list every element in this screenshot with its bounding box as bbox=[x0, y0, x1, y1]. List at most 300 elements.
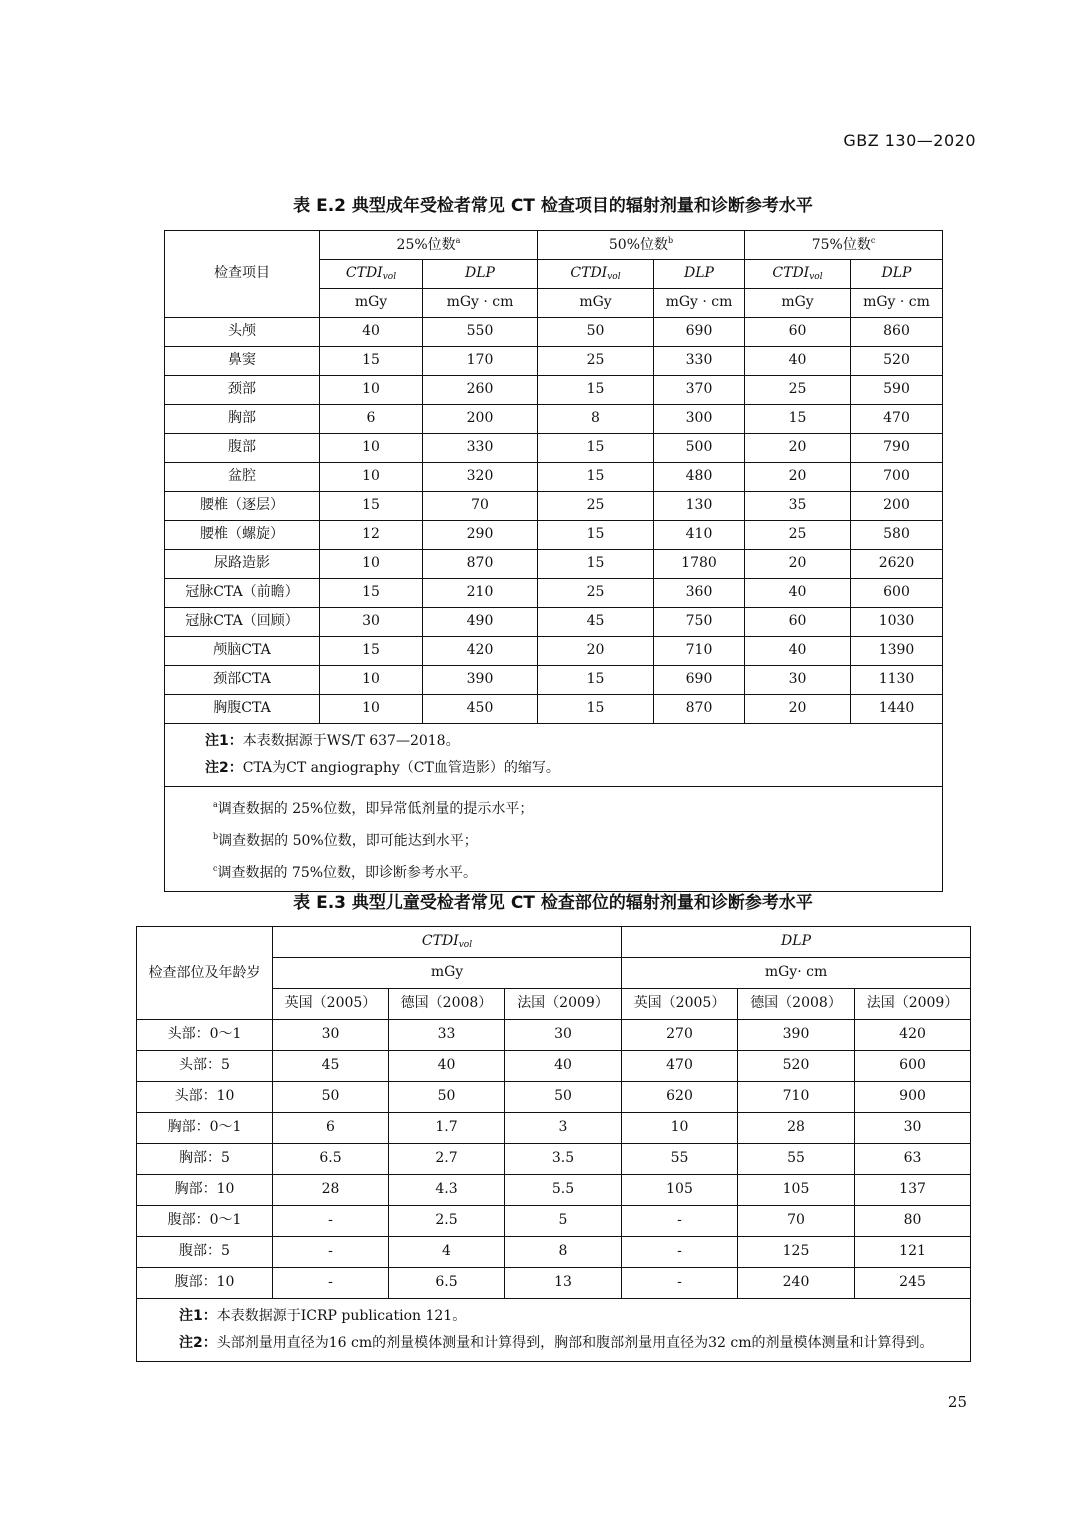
unit-mgy: mGy bbox=[781, 294, 814, 311]
value-cell bbox=[273, 1144, 389, 1175]
value-cell bbox=[273, 1175, 389, 1206]
row-item bbox=[165, 434, 320, 463]
table-row bbox=[165, 463, 943, 492]
dose-value: 15 bbox=[362, 352, 380, 369]
row-item bbox=[165, 492, 320, 521]
dlp-unit bbox=[654, 289, 745, 318]
row-item bbox=[137, 1237, 273, 1268]
table-row bbox=[137, 1144, 971, 1175]
value-cell bbox=[745, 376, 851, 405]
table-footnotes bbox=[165, 787, 943, 892]
value-cell bbox=[505, 1237, 622, 1268]
value-cell bbox=[654, 434, 745, 463]
dose-value: 55 bbox=[670, 1150, 689, 1167]
value-cell bbox=[738, 1175, 855, 1206]
dose-value: 20 bbox=[788, 439, 807, 456]
value-cell bbox=[654, 521, 745, 550]
dose-value: 30 bbox=[321, 1026, 340, 1043]
dose-value: 5.5 bbox=[551, 1181, 575, 1198]
footnote-line bbox=[213, 855, 942, 887]
value-cell bbox=[389, 1020, 505, 1051]
body-part-age: 腹部：0～1 bbox=[167, 1212, 242, 1229]
footnote-line bbox=[213, 823, 942, 855]
exam-item: 鼻窦 bbox=[228, 352, 256, 369]
value-cell bbox=[423, 695, 538, 724]
value-cell bbox=[320, 434, 423, 463]
dose-value: 2620 bbox=[878, 555, 915, 572]
value-cell bbox=[389, 1237, 505, 1268]
value-cell bbox=[273, 1206, 389, 1237]
dose-value: 137 bbox=[899, 1181, 926, 1198]
dose-value: 10 bbox=[670, 1119, 689, 1136]
country-year: 法国（2009） bbox=[866, 995, 959, 1012]
row-item bbox=[165, 579, 320, 608]
unit-mgy-cm: mGy· cm bbox=[764, 964, 828, 981]
value-cell bbox=[423, 347, 538, 376]
ctdi-subscript: vol bbox=[809, 271, 823, 282]
footnote-mark: a bbox=[213, 800, 218, 809]
dose-value: 25 bbox=[586, 352, 605, 369]
value-cell bbox=[622, 1175, 738, 1206]
dose-value: 15 bbox=[586, 381, 605, 398]
dose-value: 1030 bbox=[878, 613, 915, 630]
note-label: 注1： bbox=[179, 1308, 217, 1324]
unit-mgy-cm: mGy · cm bbox=[665, 294, 733, 311]
value-cell bbox=[851, 405, 943, 434]
dose-value: 390 bbox=[466, 671, 494, 688]
dose-value: 450 bbox=[466, 700, 494, 717]
dose-value: 20 bbox=[586, 642, 605, 659]
country-year: 英国（2005） bbox=[284, 995, 377, 1012]
value-cell bbox=[855, 1113, 971, 1144]
value-cell bbox=[851, 695, 943, 724]
value-cell bbox=[851, 318, 943, 347]
value-cell bbox=[320, 550, 423, 579]
unit-mgy: mGy bbox=[354, 294, 388, 311]
adult-ct-dose-table bbox=[164, 230, 943, 892]
value-cell bbox=[538, 579, 654, 608]
dose-value: 550 bbox=[466, 323, 494, 340]
dose-value: 590 bbox=[883, 381, 910, 398]
value-cell bbox=[320, 521, 423, 550]
dose-value: 710 bbox=[782, 1088, 810, 1105]
footnote-text: 调查数据的 75%位数，即诊断参考水平。 bbox=[217, 865, 478, 881]
footnote-mark: b bbox=[213, 832, 219, 841]
row-item bbox=[165, 695, 320, 724]
value-cell bbox=[855, 1144, 971, 1175]
dose-value: 45 bbox=[586, 613, 605, 630]
dose-value: 30 bbox=[788, 671, 807, 688]
dlp-unit bbox=[851, 289, 943, 318]
exam-item: 冠脉CTA（前瞻） bbox=[185, 584, 299, 601]
dose-value: 105 bbox=[782, 1181, 810, 1198]
table-notes bbox=[165, 724, 943, 787]
table-row bbox=[165, 550, 943, 579]
dose-value: 55 bbox=[787, 1150, 805, 1167]
row-item bbox=[165, 637, 320, 666]
dose-value: - bbox=[677, 1274, 682, 1291]
value-cell bbox=[423, 434, 538, 463]
dose-value: 130 bbox=[685, 497, 713, 514]
note-line bbox=[205, 728, 942, 755]
note-label: 注1： bbox=[205, 733, 243, 749]
table-row bbox=[165, 434, 943, 463]
dose-value: 15 bbox=[788, 410, 807, 427]
table-row bbox=[165, 347, 943, 376]
row-item bbox=[165, 376, 320, 405]
country-header bbox=[622, 989, 738, 1020]
dose-value: - bbox=[328, 1274, 333, 1291]
dose-value: 50 bbox=[586, 323, 605, 340]
ctdi-col-header bbox=[745, 260, 851, 289]
dose-value: 70 bbox=[787, 1212, 805, 1229]
value-cell bbox=[738, 1237, 855, 1268]
dose-value: 200 bbox=[883, 497, 910, 514]
value-cell bbox=[745, 579, 851, 608]
value-cell bbox=[738, 1268, 855, 1299]
country-header bbox=[273, 989, 389, 1020]
value-cell bbox=[738, 1051, 855, 1082]
value-cell bbox=[538, 521, 654, 550]
ctdi-unit bbox=[320, 289, 423, 318]
dose-value: 10 bbox=[362, 700, 380, 717]
exam-item: 胸部 bbox=[228, 410, 256, 427]
value-cell bbox=[320, 579, 423, 608]
dose-value: 45 bbox=[321, 1057, 340, 1074]
value-cell bbox=[738, 1082, 855, 1113]
body-part-age: 头部：10 bbox=[174, 1088, 235, 1105]
dose-value: 63 bbox=[903, 1150, 922, 1167]
dose-value: 330 bbox=[466, 439, 494, 456]
percentile-label: 50%位数 bbox=[608, 236, 668, 253]
dose-value: 300 bbox=[685, 410, 713, 427]
dose-value: 8 bbox=[591, 410, 600, 427]
value-cell bbox=[654, 376, 745, 405]
table-row bbox=[165, 637, 943, 666]
dose-value: 10 bbox=[362, 468, 380, 485]
value-cell bbox=[320, 492, 423, 521]
dose-value: 28 bbox=[787, 1119, 805, 1136]
row-item bbox=[165, 347, 320, 376]
note-line bbox=[205, 755, 942, 782]
value-cell bbox=[745, 318, 851, 347]
value-cell bbox=[745, 405, 851, 434]
exam-item: 腰椎（螺旋） bbox=[200, 526, 284, 543]
dose-value: 170 bbox=[466, 352, 494, 369]
value-cell bbox=[654, 550, 745, 579]
value-cell bbox=[745, 463, 851, 492]
dose-value: 15 bbox=[362, 584, 380, 601]
body-part-age: 头部：0～1 bbox=[167, 1026, 242, 1043]
dose-value: 25 bbox=[788, 526, 807, 543]
row-item bbox=[165, 521, 320, 550]
table-row bbox=[137, 1268, 971, 1299]
value-cell bbox=[851, 550, 943, 579]
value-cell bbox=[273, 1051, 389, 1082]
ctdi-group-header bbox=[273, 927, 622, 958]
dose-value: 2.5 bbox=[435, 1212, 458, 1229]
dose-value: 20 bbox=[788, 700, 807, 717]
dose-value: 20 bbox=[788, 468, 807, 485]
value-cell bbox=[622, 1020, 738, 1051]
dose-value: 125 bbox=[782, 1243, 810, 1260]
ctdi-subscript: vol bbox=[458, 939, 473, 950]
dose-value: 121 bbox=[899, 1243, 926, 1260]
page-number: 25 bbox=[947, 1393, 967, 1411]
dose-value: 410 bbox=[685, 526, 713, 543]
value-cell bbox=[855, 1082, 971, 1113]
exam-item: 盆腔 bbox=[228, 468, 256, 485]
dose-value: 860 bbox=[883, 323, 910, 340]
value-cell bbox=[851, 434, 943, 463]
value-cell bbox=[505, 1051, 622, 1082]
value-cell bbox=[538, 608, 654, 637]
note-line bbox=[179, 1330, 964, 1357]
dose-value: 40 bbox=[788, 352, 807, 369]
dose-value: 40 bbox=[788, 642, 807, 659]
dlp-name: DLP bbox=[465, 265, 495, 282]
dose-value: 1390 bbox=[878, 642, 915, 659]
dose-value: 320 bbox=[466, 468, 494, 485]
dose-value: 240 bbox=[782, 1274, 810, 1291]
value-cell bbox=[654, 463, 745, 492]
value-cell bbox=[538, 666, 654, 695]
dlp-group-header bbox=[622, 927, 971, 958]
value-cell bbox=[738, 1020, 855, 1051]
dose-value: 520 bbox=[883, 352, 910, 369]
dose-value: 6 bbox=[366, 410, 376, 427]
value-cell bbox=[423, 376, 538, 405]
dose-value: 50 bbox=[321, 1088, 340, 1105]
dose-value: 105 bbox=[666, 1181, 693, 1198]
table-row bbox=[165, 492, 943, 521]
dose-value: 710 bbox=[685, 642, 713, 659]
dose-value: 5 bbox=[558, 1212, 568, 1229]
dose-value: 6.5 bbox=[435, 1274, 458, 1291]
ctdi-unit bbox=[538, 289, 654, 318]
country-year: 德国（2008） bbox=[400, 995, 493, 1012]
row-item bbox=[137, 1175, 273, 1206]
dose-value: 790 bbox=[883, 439, 910, 456]
value-cell bbox=[423, 492, 538, 521]
dose-value: 70 bbox=[471, 497, 489, 514]
body-part-age: 头部：5 bbox=[179, 1057, 230, 1074]
dose-value: 15 bbox=[586, 468, 605, 485]
dose-value: 470 bbox=[883, 410, 910, 427]
value-cell bbox=[538, 405, 654, 434]
value-cell bbox=[654, 347, 745, 376]
value-cell bbox=[423, 521, 538, 550]
dose-value: 60 bbox=[788, 323, 807, 340]
country-year: 法国（2009） bbox=[517, 995, 609, 1012]
body-part-age: 胸部：10 bbox=[174, 1181, 235, 1198]
value-cell bbox=[851, 608, 943, 637]
value-cell bbox=[320, 463, 423, 492]
value-cell bbox=[505, 1113, 622, 1144]
dose-value: 15 bbox=[586, 439, 605, 456]
dose-value: 13 bbox=[554, 1274, 572, 1291]
dose-value: 3 bbox=[558, 1119, 568, 1136]
dose-value: 80 bbox=[903, 1212, 922, 1229]
dose-value: 40 bbox=[788, 584, 807, 601]
value-cell bbox=[851, 666, 943, 695]
value-cell bbox=[654, 492, 745, 521]
value-cell bbox=[654, 608, 745, 637]
value-cell bbox=[320, 637, 423, 666]
value-cell bbox=[423, 318, 538, 347]
dlp-name: DLP bbox=[881, 265, 912, 282]
value-cell bbox=[273, 1237, 389, 1268]
value-cell bbox=[320, 405, 423, 434]
value-cell bbox=[320, 347, 423, 376]
dose-value: 245 bbox=[899, 1274, 926, 1291]
percentile-header bbox=[745, 231, 943, 260]
dose-value: 1780 bbox=[681, 555, 717, 572]
value-cell bbox=[538, 492, 654, 521]
table-notes bbox=[137, 1299, 971, 1362]
ctdi-name: CTDI bbox=[421, 932, 459, 949]
dose-value: 15 bbox=[362, 642, 380, 659]
dose-value: 50 bbox=[437, 1088, 456, 1105]
dose-value: 35 bbox=[788, 497, 807, 514]
dose-value: 370 bbox=[685, 381, 713, 398]
dose-value: 420 bbox=[466, 642, 494, 659]
table-row bbox=[165, 521, 943, 550]
dose-value: 33 bbox=[437, 1026, 456, 1043]
table-row bbox=[165, 579, 943, 608]
value-cell bbox=[654, 695, 745, 724]
dose-value: 210 bbox=[466, 584, 494, 601]
dose-value: 10 bbox=[362, 671, 380, 688]
value-cell bbox=[622, 1237, 738, 1268]
table-row bbox=[137, 1175, 971, 1206]
value-cell bbox=[320, 376, 423, 405]
dose-value: 500 bbox=[685, 439, 713, 456]
value-cell bbox=[538, 463, 654, 492]
value-cell bbox=[745, 492, 851, 521]
country-year: 德国（2008） bbox=[750, 995, 842, 1012]
dose-value: 30 bbox=[362, 613, 380, 630]
value-cell bbox=[389, 1082, 505, 1113]
dose-value: 1130 bbox=[878, 671, 915, 688]
dose-value: 690 bbox=[685, 323, 713, 340]
value-cell bbox=[538, 434, 654, 463]
dose-value: 200 bbox=[466, 410, 494, 427]
table-row bbox=[165, 405, 943, 434]
row-item bbox=[137, 1051, 273, 1082]
dose-value: 600 bbox=[899, 1057, 926, 1074]
value-cell bbox=[654, 405, 745, 434]
value-cell bbox=[855, 1237, 971, 1268]
dose-value: 750 bbox=[685, 613, 713, 630]
body-part-age: 胸部：5 bbox=[179, 1150, 230, 1167]
dose-value: 290 bbox=[466, 526, 494, 543]
ctdi-name: CTDI bbox=[345, 264, 383, 281]
row-item bbox=[137, 1020, 273, 1051]
country-header bbox=[738, 989, 855, 1020]
row-item bbox=[165, 318, 320, 347]
value-cell bbox=[389, 1206, 505, 1237]
value-cell bbox=[423, 463, 538, 492]
value-cell bbox=[622, 1144, 738, 1175]
exam-item: 冠脉CTA（回顾） bbox=[185, 613, 299, 630]
value-cell bbox=[320, 666, 423, 695]
dose-value: 490 bbox=[466, 613, 494, 630]
value-cell bbox=[654, 666, 745, 695]
row-item bbox=[165, 608, 320, 637]
ctdi-unit bbox=[745, 289, 851, 318]
note-line bbox=[179, 1303, 964, 1330]
row-item bbox=[137, 1113, 273, 1144]
value-cell bbox=[855, 1206, 971, 1237]
dose-value: 10 bbox=[362, 381, 380, 398]
exam-item: 头颅 bbox=[228, 323, 256, 340]
footnote-mark: c bbox=[870, 235, 876, 245]
dose-value: 360 bbox=[685, 584, 713, 601]
percentile-header bbox=[538, 231, 745, 260]
value-cell bbox=[738, 1206, 855, 1237]
ctdi-col-header bbox=[320, 260, 423, 289]
body-part-age: 胸部：0～1 bbox=[167, 1119, 242, 1136]
dose-value: - bbox=[677, 1212, 682, 1229]
value-cell bbox=[851, 492, 943, 521]
value-cell bbox=[538, 637, 654, 666]
value-cell bbox=[851, 521, 943, 550]
table-row bbox=[137, 1206, 971, 1237]
value-cell bbox=[855, 1051, 971, 1082]
table-row bbox=[165, 695, 943, 724]
dose-value: 15 bbox=[586, 700, 605, 717]
dose-value: 470 bbox=[666, 1057, 693, 1074]
footnote-mark: c bbox=[213, 864, 218, 873]
value-cell bbox=[273, 1020, 389, 1051]
dose-value: 580 bbox=[883, 526, 910, 543]
row-item bbox=[137, 1144, 273, 1175]
value-cell bbox=[423, 608, 538, 637]
value-cell bbox=[745, 695, 851, 724]
dose-value: 40 bbox=[362, 323, 380, 340]
body-part-age: 腹部：10 bbox=[174, 1274, 235, 1291]
value-cell bbox=[851, 463, 943, 492]
value-cell bbox=[389, 1113, 505, 1144]
dose-value: 40 bbox=[554, 1057, 572, 1074]
dose-value: 1.7 bbox=[435, 1119, 458, 1136]
value-cell bbox=[745, 550, 851, 579]
item-header-cell bbox=[165, 231, 320, 318]
dose-value: 4 bbox=[442, 1243, 451, 1260]
dose-value: - bbox=[677, 1243, 682, 1260]
value-cell bbox=[851, 637, 943, 666]
footnote-text: 调查数据的 50%位数，即可能达到水平； bbox=[218, 833, 478, 849]
row-item bbox=[165, 550, 320, 579]
dose-value: 28 bbox=[321, 1181, 340, 1198]
table-row bbox=[137, 1020, 971, 1051]
dlp-col-header bbox=[851, 260, 943, 289]
row-item bbox=[137, 1082, 273, 1113]
dose-value: 15 bbox=[586, 555, 605, 572]
unit-mgy: mGy bbox=[579, 294, 612, 311]
dose-value: 520 bbox=[782, 1057, 810, 1074]
value-cell bbox=[320, 695, 423, 724]
dose-value: 25 bbox=[586, 497, 605, 514]
value-cell bbox=[538, 550, 654, 579]
footnote-mark: a bbox=[455, 235, 461, 245]
dose-value: 870 bbox=[685, 700, 713, 717]
table-row bbox=[165, 376, 943, 405]
ctdi-name: CTDI bbox=[772, 264, 810, 281]
exam-item: 颈部CTA bbox=[213, 671, 271, 688]
dose-value: 30 bbox=[903, 1119, 922, 1136]
